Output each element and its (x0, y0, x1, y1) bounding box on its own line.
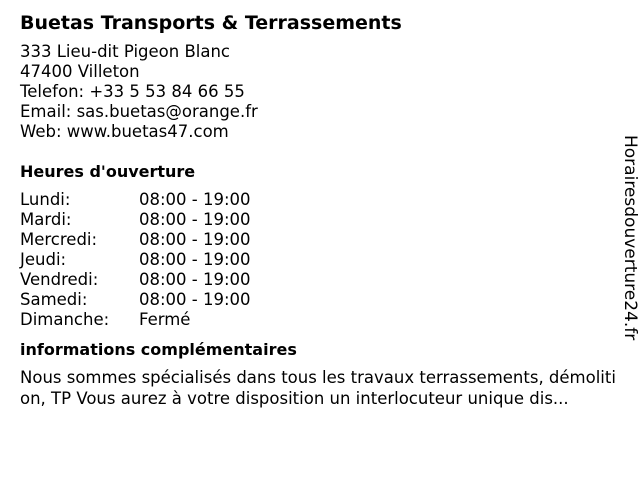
email-line: Email: sas.buetas@orange.fr (20, 102, 258, 121)
hours-row-tuesday (20, 210, 251, 230)
hours-row-sunday (20, 310, 251, 330)
hours-row-friday (20, 270, 251, 290)
day-label: Mercredi: (20, 230, 98, 249)
day-hours: 08:00 - 19:00 (139, 270, 251, 289)
additional-info-heading: informations complémentaires (20, 340, 297, 359)
web-line: Web: www.buetas47.com (20, 122, 229, 141)
hours-row-monday (20, 190, 251, 210)
day-hours: 08:00 - 19:00 (139, 210, 251, 229)
business-card (20, 10, 620, 409)
opening-hours-heading: Heures d'ouverture (20, 162, 196, 181)
day-label: Samedi: (20, 290, 88, 309)
hours-row-wednesday (20, 230, 251, 250)
hours-row-thursday (20, 250, 251, 270)
day-hours: 08:00 - 19:00 (139, 250, 251, 269)
day-label: Lundi: (20, 190, 71, 209)
contact-block (20, 42, 620, 142)
site-watermark: Horairesdouverture24.fr (620, 135, 640, 341)
opening-hours-table (20, 190, 251, 330)
day-label: Vendredi: (20, 270, 99, 289)
day-label: Mardi: (20, 210, 72, 229)
address-line-2: 47400 Villeton (20, 62, 140, 81)
day-label: Jeudi: (20, 250, 67, 269)
day-hours: 08:00 - 19:00 (139, 290, 251, 309)
day-hours: 08:00 - 19:00 (139, 230, 251, 249)
address-line-1: 333 Lieu-dit Pigeon Blanc (20, 42, 230, 61)
day-hours: 08:00 - 19:00 (139, 190, 251, 209)
additional-info-text: Nous sommes spécialisés dans tous les travaux terrassements, démolition, TP Vous aurez à votre disposition un interlocuteur unique dis... (20, 368, 616, 408)
hours-row-saturday (20, 290, 251, 310)
day-label: Dimanche: (20, 310, 110, 329)
business-name: Buetas Transports & Terrassements (20, 12, 402, 34)
phone-line: Telefon: +33 5 53 84 66 55 (20, 82, 245, 101)
day-hours: Fermé (139, 310, 191, 329)
